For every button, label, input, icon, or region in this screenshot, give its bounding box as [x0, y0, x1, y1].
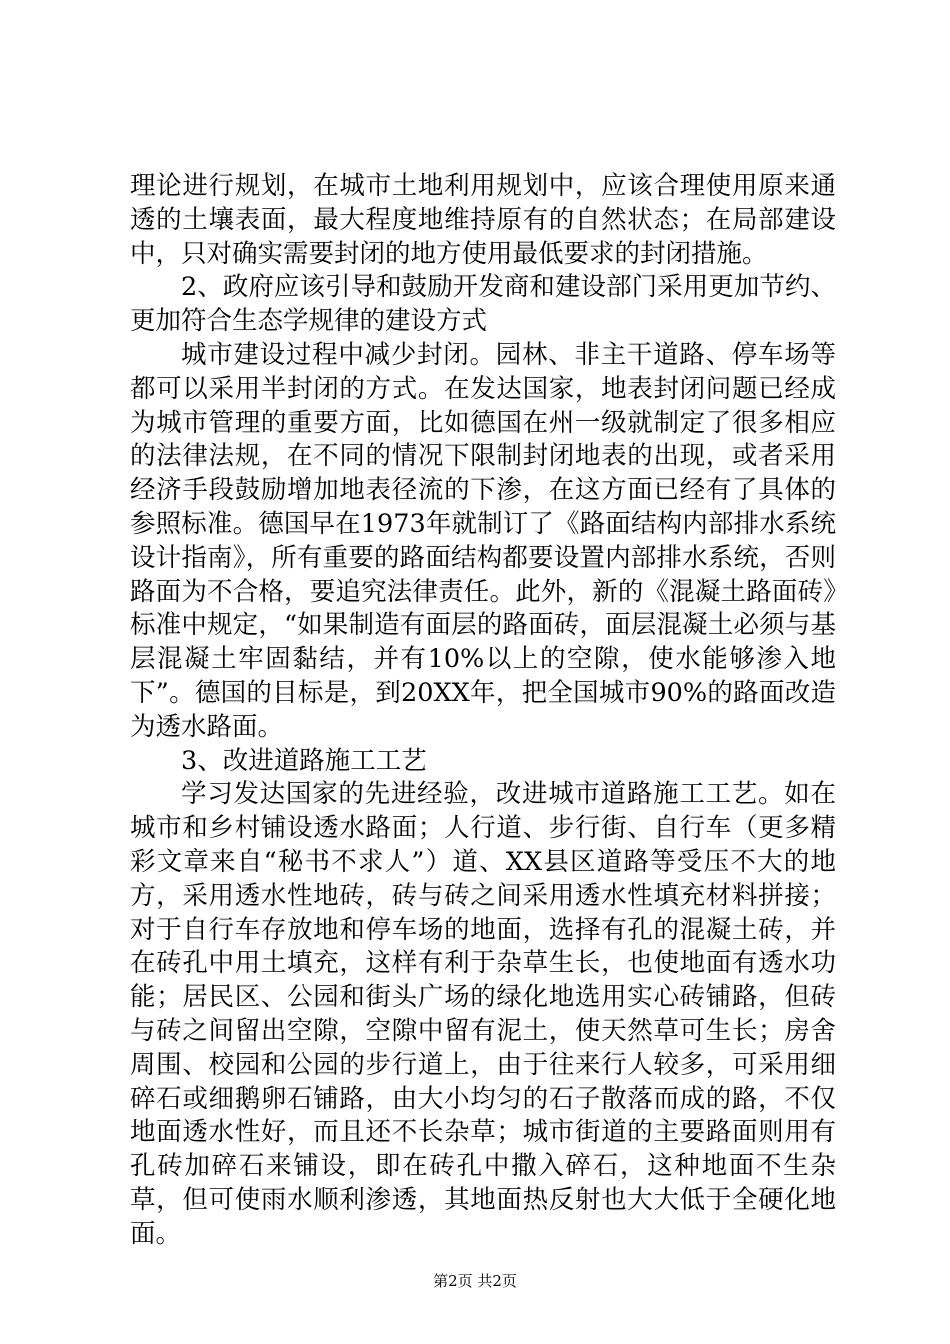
document-body — [130, 170, 836, 1252]
paragraph-continuation: 理论进行规划，在城市土地利用规划中，应该合理使用原来通透的土壤表面，最大程度地维持原有的自然状态；在局部建设中，只对确实需要封闭的地方使用最低要求的封闭措施。 — [130, 171, 836, 269]
paragraph-reduce-sealing: 城市建设过程中减少封闭。园林、非主干道路、停车场等都可以采用半封闭的方式。在发达国家，地表封闭问题已经成为城市管理的重要方面，比如德国在州一级就制定了很多相应的法律法规，在不同的情况下限制封闭地表的出现，或者采用经济手段鼓励增加地表径流的下渗，在这方面已经有了具体的参照标准。德国早在1973年就制订了《路面结构内部排水系统设计指南》，所有重要的路面结构都要设置内部排水系统，否则路面为不合格，要追究法律责任。此外，新的《混凝土路面砖》标准中规定，“如果制造有面层的路面砖，面层混凝土必须与基层混凝土牢固黏结，并有10%以上的空隙，使水能够渗入地下”。德国的目标是，到20XX年，把全国城市90%的路面改造为透水路面。 — [130, 339, 836, 742]
page-footer: 第2页 共2页 — [433, 1272, 517, 1290]
paragraph-construction-process: 学习发达国家的先进经验，改进城市道路施工工艺。如在城市和乡村铺设透水路面；人行道、步行街、自行车（更多精彩文章来自“秘书不求人”）道、XX县区道路等受压不大的地方，采用透水性地砖，砖与砖之间采用透水性填充材料拼接；对于自行车存放地和停车场的地面，选择有孔的混凝土砖，并在砖孔中用土填充，这样有利于杂草生长，也使地面有透水功能；居民区、公园和街头广场的绿化地选用实心砖铺路，但砖与砖之间留出空隙，空隙中留有泥土，使天然草可生长；房舍周围、校园和公园的步行道上，由于往来行人较多，可采用细碎石或细鹅卵石铺路，由大小均匀的石子散落而成的路，不仅地面透水性好，而且还不长杂草；城市街道的主要路面则用有孔砖加碎石来铺设，即在砖孔中撒入碎石，这种地面不生杂草，但可使雨水顺利渗透，其地面热反射也大大低于全硬化地面。 — [130, 779, 836, 1249]
section-heading-3: 3、改进道路施工工艺 — [181, 745, 427, 776]
section-heading-2: 2、政府应该引导和鼓励开发商和建设部门采用更加节约、更加符合生态学规律的建设方式 — [130, 272, 836, 337]
